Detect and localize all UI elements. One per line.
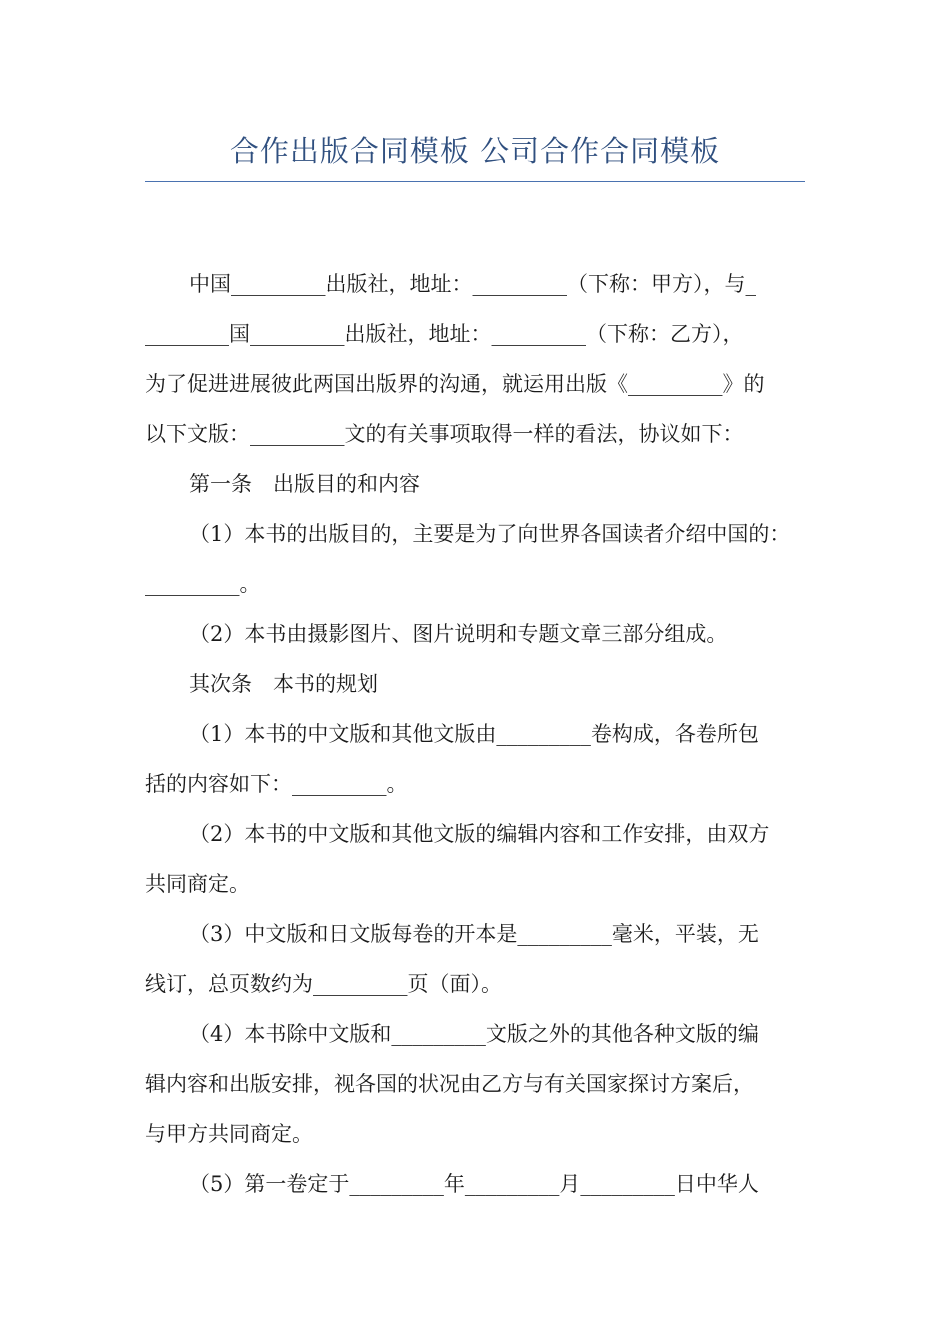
paragraph-line: （2）本书由摄影图片、图片说明和专题文章三部分组成。 — [189, 622, 728, 646]
paragraph-line: （1）本书的出版目的，主要是为了向世界各国读者介绍中国的： — [189, 522, 791, 546]
paragraph-line: 与甲方共同商定。 — [145, 1122, 313, 1146]
paragraph-line: _________。 — [145, 572, 261, 596]
article-heading: 其次条 本书的规划 — [189, 672, 378, 696]
paragraph-line: （4）本书除中文版和_________文版之外的其他各种文版的编 — [189, 1022, 759, 1046]
paragraph-line: 中国_________出版社，地址：_________（下称：甲方），与_ — [189, 272, 756, 296]
paragraph-line: 辑内容和出版安排，视各国的状况由乙方与有关国家探讨方案后， — [145, 1072, 754, 1096]
paragraph-line: 线订，总页数约为_________页（面）。 — [145, 972, 502, 996]
contract-body — [145, 259, 809, 1209]
title-underline — [145, 181, 805, 182]
article-heading: 第一条 出版目的和内容 — [189, 472, 420, 496]
paragraph-line: 括的内容如下：_________。 — [145, 772, 408, 796]
paragraph-line: 为了促进进展彼此两国出版界的沟通，就运用出版《_________》的 — [145, 372, 765, 396]
paragraph-line: 以下文版：_________文的有关事项取得一样的看法，协议如下： — [145, 422, 744, 446]
document-title: 合作出版合同模板 公司合作合同模板 — [229, 134, 721, 168]
paragraph-line: ________国_________出版社，地址：_________（下称：乙方）， — [145, 322, 744, 346]
paragraph-line: （3）中文版和日文版每卷的开本是_________毫米，平装，无 — [189, 922, 759, 946]
paragraph-line: （5）第一卷定于_________年_________月_________日中华人 — [189, 1172, 759, 1196]
paragraph-line: 共同商定。 — [145, 872, 250, 896]
paragraph-line: （1）本书的中文版和其他文版由_________卷构成，各卷所包 — [189, 722, 759, 746]
paragraph-line: （2）本书的中文版和其他文版的编辑内容和工作安排，由双方 — [189, 822, 770, 846]
